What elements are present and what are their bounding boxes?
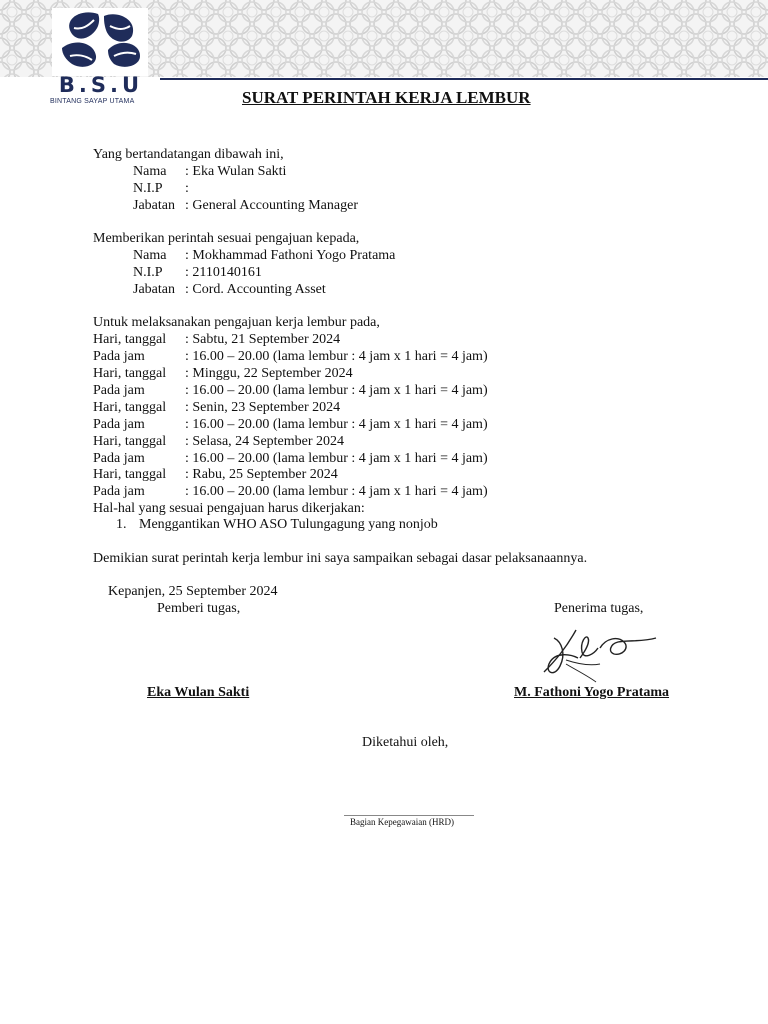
schedule-day-label: Hari, tanggal [93, 366, 167, 381]
logo-subtitle: BINTANG SAYAP UTAMA [50, 98, 135, 105]
schedule-day-value: : Rabu, 25 September 2024 [185, 467, 338, 482]
schedule-time-value: : 16.00 – 20.00 (lama lembur : 4 jam x 1 hari = 4 jam) [185, 349, 488, 364]
recipient-position-value: : Cord. Accounting Asset [185, 282, 326, 297]
issuer-position-value: : General Accounting Manager [185, 198, 358, 213]
schedule-time-label: Pada jam [93, 484, 145, 499]
hrd-signature-line [344, 815, 474, 816]
issuer-nip-value: : [185, 181, 189, 196]
task-text: Menggantikan WHO ASO Tulungagung yang nonjob [139, 517, 438, 532]
bsu-logo-icon [52, 8, 148, 76]
issuer-position-label: Jabatan [133, 198, 175, 213]
acknowledged-label: Diketahui oleh, [362, 735, 449, 750]
schedule-day-value: : Senin, 23 September 2024 [185, 400, 341, 415]
closing-statement: Demikian surat perintah kerja lembur ini saya sampaikan sebagai dasar pelaksanaannya. [93, 551, 588, 566]
schedule-time-label: Pada jam [93, 451, 145, 466]
schedule-time-label: Pada jam [93, 417, 145, 432]
schedule-time-label: Pada jam [93, 383, 145, 398]
issuer-name-value: : Eka Wulan Sakti [185, 164, 287, 179]
company-logo [46, 8, 156, 108]
recipient-nip-label: N.I.P [133, 265, 163, 280]
recipient-intro: Memberikan perintah sesuai pengajuan kepada, [93, 231, 360, 246]
schedule-day-value: : Minggu, 22 September 2024 [185, 366, 353, 381]
receiver-name: M. Fathoni Yogo Pratama [514, 685, 670, 700]
schedule-day-value: : Sabtu, 21 September 2024 [185, 332, 341, 347]
issuer-nip-label: N.I.P [133, 181, 163, 196]
recipient-position-label: Jabatan [133, 282, 175, 297]
schedule-day-label: Hari, tanggal [93, 434, 167, 449]
schedule-time-label: Pada jam [93, 349, 145, 364]
giver-label: Pemberi tugas, [157, 601, 241, 616]
place-date: Kepanjen, 25 September 2024 [108, 584, 278, 599]
issuer-name-label: Nama [133, 164, 167, 179]
schedule-day-label: Hari, tanggal [93, 467, 167, 482]
schedule-time-value: : 16.00 – 20.00 (lama lembur : 4 jam x 1 hari = 4 jam) [185, 383, 488, 398]
task-number: 1. [116, 517, 127, 532]
logo-text: B.S.U [58, 73, 144, 97]
schedule-day-label: Hari, tanggal [93, 400, 167, 415]
schedule-time-value: : 16.00 – 20.00 (lama lembur : 4 jam x 1 hari = 4 jam) [185, 484, 488, 499]
receiver-label: Penerima tugas, [554, 601, 644, 616]
schedule-time-value: : 16.00 – 20.00 (lama lembur : 4 jam x 1 hari = 4 jam) [185, 451, 488, 466]
recipient-name-value: : Mokhammad Fathoni Yogo Pratama [185, 248, 396, 263]
hrd-label: Bagian Kepegawaian (HRD) [350, 817, 454, 827]
giver-name: Eka Wulan Sakti [147, 685, 250, 700]
recipient-nip-value: : 2110140161 [185, 265, 262, 280]
document-title: SURAT PERINTAH KERJA LEMBUR [242, 88, 531, 107]
schedule-day-value: : Selasa, 24 September 2024 [185, 434, 345, 449]
issuer-intro: Yang bertandatangan dibawah ini, [93, 147, 284, 162]
recipient-name-label: Nama [133, 248, 167, 263]
schedule-day-label: Hari, tanggal [93, 332, 167, 347]
receiver-signature [536, 620, 661, 692]
tasks-intro: Hal-hal yang sesuai pengajuan harus dikerjakan: [93, 501, 365, 516]
schedule-time-value: : 16.00 – 20.00 (lama lembur : 4 jam x 1 hari = 4 jam) [185, 417, 488, 432]
schedule-intro: Untuk melaksanakan pengajuan kerja lembur pada, [93, 315, 380, 330]
header-divider [160, 78, 768, 80]
